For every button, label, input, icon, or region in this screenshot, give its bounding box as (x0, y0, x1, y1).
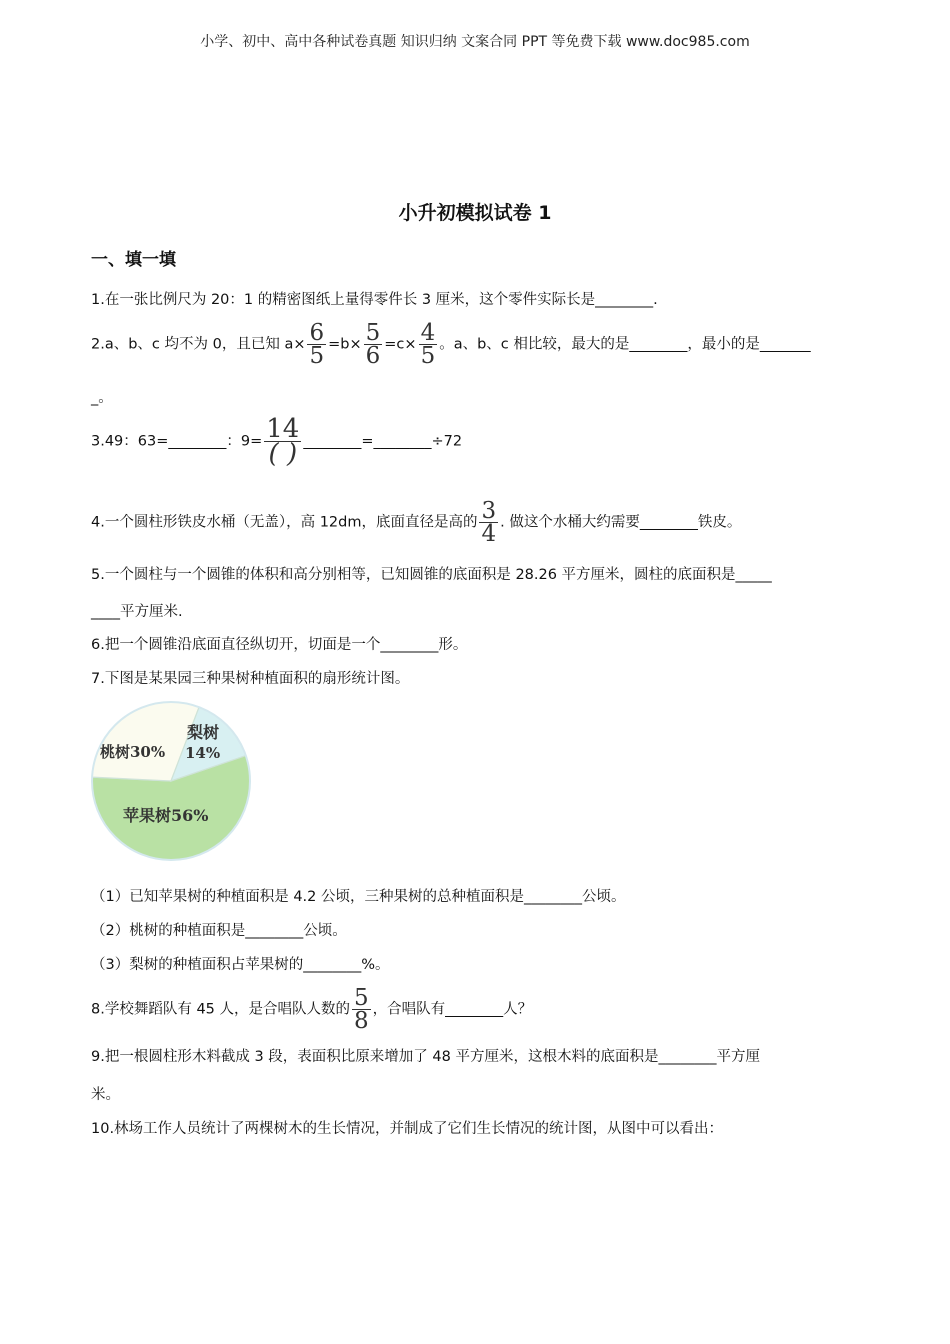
fraction-3-4: $\frac{3}{4}$ (481, 498, 497, 547)
question-5: 5.一个圆柱与一个圆锥的体积和高分别相等，已知圆锥的底面积是 28.26 平方厘米，圆柱的底面积是_____ (91, 567, 772, 583)
question-7-sub-1: （1）已知苹果树的种植面积是 4.2 公顷，三种果树的总种植面积是________公顷。 (91, 889, 626, 905)
fraction-6-5: $\frac{6}{5}$ (309, 320, 325, 369)
pie-label-apple: 苹果树56% (123, 806, 209, 825)
question-3 (91, 414, 463, 469)
q3-text-1: 3.49：63=________：9= (91, 433, 263, 450)
pie-label-pear: 梨树 (187, 723, 220, 742)
question-9-line2: 米。 (91, 1087, 120, 1103)
q3-text-2: ________=________÷72 (303, 433, 463, 450)
q2-text-2: =b× (328, 336, 362, 353)
q2-text-1: 2.a、b、c 均不为 0，且已知 a× (91, 336, 306, 353)
question-10: 10.林场工作人员统计了两棵树木的生长情况，并制成了它们生长情况的统计图，从图中可以看出： (91, 1121, 724, 1137)
question-8 (91, 987, 532, 1032)
section-heading: 一、填一填 (91, 250, 176, 270)
pie-label-peach: 桃树30% (100, 743, 166, 761)
fraction-5-6: $\frac{5}{6}$ (365, 320, 381, 369)
q4-text-2: . 做这个水桶大约需要________铁皮。 (500, 514, 742, 531)
page-header: 小学、初中、高中各种试卷真题 知识归纳 文案合同 PPT 等免费下载 www.doc985.com (200, 34, 750, 50)
question-6: 6.把一个圆锥沿底面直径纵切开，切面是一个________形。 (91, 637, 468, 653)
q2-text-3: =c× (384, 336, 417, 353)
question-7: 7.下图是某果园三种果树种植面积的扇形统计图。 (91, 671, 410, 687)
fraction-5-8: $\frac{5}{8}$ (354, 985, 369, 1034)
pie-label-pear-percent: 14% (185, 744, 221, 762)
q8-text-1: 8.学校舞蹈队有 45 人，是合唱队人数的 (91, 1001, 351, 1018)
question-4 (91, 500, 741, 545)
q4-text-1: 4.一个圆柱形铁皮水桶（无盖），高 12dm，底面直径是高的 (91, 514, 478, 531)
question-9: 9.把一根圆柱形木料截成 3 段，表面积比原来增加了 48 平方厘米，这根木料的底面积是________平方厘 (91, 1049, 760, 1065)
question-2-line2: _。 (91, 390, 113, 406)
question-2 (91, 322, 811, 367)
fruit-tree-pie-chart (88, 700, 254, 863)
fraction-14-blank: $\frac{14}{( )}$ (266, 414, 300, 469)
question-5-line2: ____平方厘米. (91, 604, 183, 620)
page-title: 小升初模拟试卷 1 (398, 202, 552, 224)
question-7-sub-3: （3）梨树的种植面积占苹果树的________%。 (91, 957, 390, 973)
q2-text-4: 。a、b、c 相比较，最大的是________，最小的是_______ (439, 336, 811, 353)
q8-text-2: ，合唱队有________人？ (372, 1001, 533, 1018)
fraction-4-5: $\frac{4}{5}$ (420, 320, 436, 369)
question-1: 1.在一张比例尺为 20：1 的精密图纸上量得零件长 3 厘米，这个零件实际长是________. (91, 292, 658, 308)
question-7-sub-2: （2）桃树的种植面积是________公顷。 (91, 923, 347, 939)
